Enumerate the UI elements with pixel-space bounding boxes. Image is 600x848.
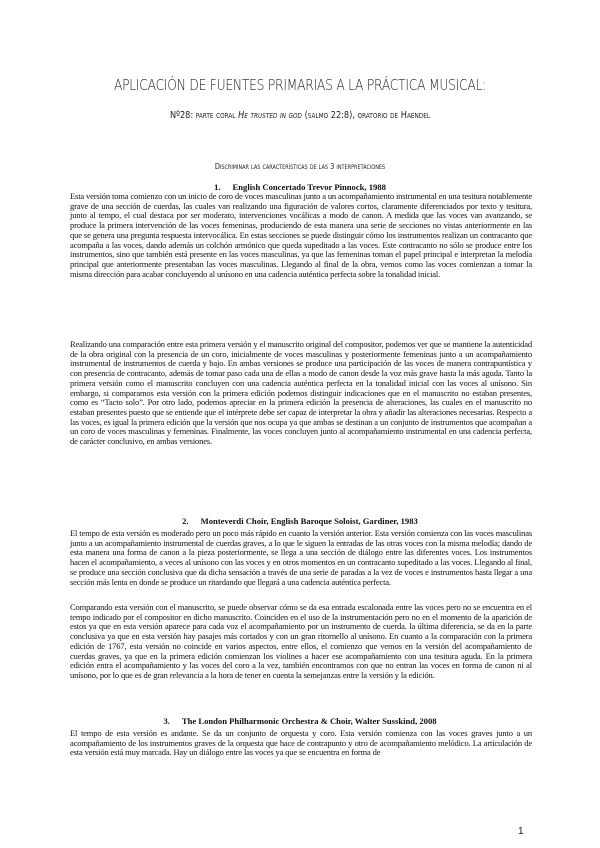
document-title: APLICACIÓN DE FUENTES PRIMARIAS A LA PRÁCTICA MUSICAL:: [113, 76, 487, 94]
subtitle-work-title: He trusted in god: [238, 110, 302, 121]
heading-text: Monteverdi Choir, English Baroque Soloist, Gardiner, 1983: [200, 516, 418, 526]
subtitle-prefix: Nº28: parte coral: [169, 110, 239, 121]
heading-number: 3.: [163, 716, 170, 726]
document-subtitle: [54, 110, 546, 121]
heading-text: The London Philharmonic Orchestra & Choir, Walter Susskind, 2008: [181, 716, 437, 726]
paragraph-4: Comparando esta versión con el manuscrito, se puede observar cómo se da esa entrada escalonada entre las voces pero no se encuentra en el tempo indicado por el compositor en dicho manuscrito. Coinciden en el uso de la instrumentación pero no en el momento de la aparición de estos ya que en esta versión aparece para cada voz el acompañamiento por un instrumento de cuerda. la última diferencia, se da en la parte conclusiva ya que en esta versión hay pasajes más cortados y con un gran ritornello al unísono. En cuanto a la comparación con la primera edición de 1767, esta versión no coincide en varios aspectos, entre ellos, el comienzo que vemos en la versión del acompañamiento de cuerdas graves, ya que en la primera edición comienzan los violines a hacer ese acompañamiento con una tesitura aguda. En la primera edición entra el acompañamiento y las voces del coro a la vez, también encontramos con que no entran las voces en forma de canon ni al unísono, por lo que es de gran relevancia a la hora de tener en cuenta la semejanzas entre la versión y la edición.: [70, 602, 532, 680]
heading-number: 2.: [182, 516, 189, 526]
page-number: 1: [518, 826, 524, 837]
paragraph-5: El tempo de esta versión es andante. Se da un conjunto de orquesta y coro. Esta versión comienza con las voces graves junto a un acompañamiento de los instrumentos graves de la orquesta que hace de contrapunto y otro de acompañamiento melódico. La articulación de esta versión está muy marcada. Hay un diálogo entre las voces ya que se encuentra en forma de: [70, 728, 532, 758]
paragraph-3: El tempo de esta versión es moderado pero un poco más rápido en cuanto la versión anterior. Esta versión comienza con las voces masculinas junto a un acompañamiento instrumental de cuerdas graves, a lo que le siguen la entradas de las otras voces con la misma melodía; dando de esta manera una forma de canon a la pieza posteriormente, se llega a una sección de diálogo entre las diferentes voces. Los instrumentos hacen el acompañamiento, a veces al unísono con las voces y en otros momentos en un contracanto supeditado a las voces. Llegando al final, se produce una sección conclusiva que da dicha sensación a través de una serie de paradas a la vez de voces e instrumentos hasta llegar a una sección más lenta en donde se produce un ritardando que llegará a una cadencia auténtica perfecta.: [70, 528, 532, 587]
paragraph-1: Esta versión toma comienzo con un inicio de coro de voces masculinas junto a un acompañamiento instrumental en una tesitura notablemente grave de una sección de cuerdas, las cuales van realizando una figuración de valores cortos, claramente diferenciados por texto y tesitura, junto al tempo, el cual destaca por ser moderato, intervenciones vocálicas a modo de canon. A medida que las voces van avanzando, se produce la primera intervención de las voces femeninas, produciendo de esta manera una serie de secciones no vistas anteriormente en las que se genera una pregunta respuesta intervocálica. En estas secciones se puede distinguir cómo los instrumentos realizan un contracanto que acompaña a las voces, dando además un colchón armónico que queda supeditado a las voces. Este contracanto no sólo se produce entre los instrumentos, sino que también está presente en las voces masculinas, ya que las femeninas toman el papel principal e interpretan la melodía principal que anteriormente presentaban las voces masculinas. Llegando al final de la obra, vemos como las voces comienzan a tomar la misma dirección para acabar concluyendo al unísono en una cadencia auténtica perfecta sobre la tonalidad inicial.: [70, 191, 532, 279]
paragraph-2: Realizando una comparación entre esta primera versión y el manuscrito original del compositor, podemos ver que se mantiene la autenticidad de la obra original con la presencia de un coro, inicialmente de voces masculinas y posteriormente femeninas junto a un acompañamiento instrumental de instrumentos de cuerda y bajo. En ambas versiones se produce una participación de las voces de manera contrapuntística y con presencia de contracanto, además de tomar paso cada una de ellas a modo de canon desde la voz más grave hasta la más aguda. Tanto la primera versión como el manuscrito concluyen con una cadencia auténtica perfecta en la tonalidad inicial con las voces al unísono. Sin embargo, si comparamos esta versión con la primera edición podemos distinguir indicaciones que en el manuscrito no estaban presentes, como es “Tacto solo”. Por otro lado, podemos apreciar en la primera edición la presencia de alteraciones, las cuales en el manuscrito no estaban presentes puesto que se entiende que el intérprete debe ser capaz de interpretar la obra y añadir las alteraciones necesarias. Respecto a las voces, es igual la primera edición que la versión que nos ocupa ya que ambas se destinan a un conjunto de instrumentos que acompañan a un coro de voces masculinas y femeninas. Finalmente, las voces concluyen junto al acompañamiento instrumental en una cadencia perfecta, de carácter conclusivo, en ambas versiones.: [70, 339, 532, 447]
subtitle-suffix: (salmo 22:8), oratorio de Haendel: [301, 110, 431, 121]
section-title: Discriminar las características de las 3 interpretaciones: [214, 162, 386, 171]
version-2-heading: [0, 516, 600, 526]
heading-text: English Concertado Trevor Pinnock, 1988: [232, 182, 386, 192]
version-3-heading: [0, 716, 600, 726]
heading-number: 1.: [214, 182, 221, 192]
